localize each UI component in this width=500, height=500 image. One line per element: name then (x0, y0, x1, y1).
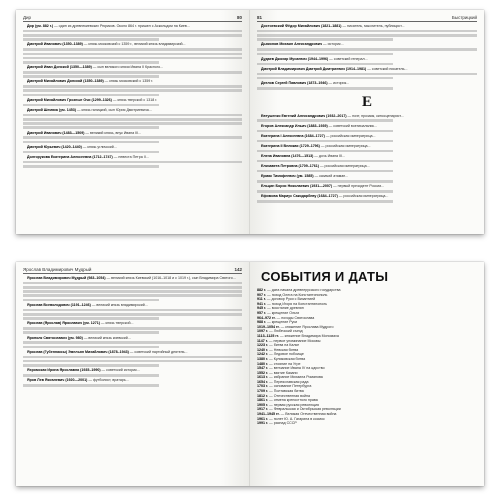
entry (257, 57, 477, 61)
page-81 (250, 10, 484, 234)
date-year: 1917 г. (257, 407, 269, 412)
text-line (23, 165, 159, 168)
entry (23, 131, 242, 135)
text-line (23, 286, 242, 289)
text-line (257, 200, 393, 203)
entry (257, 184, 477, 188)
entry (257, 134, 477, 138)
entry-text: — российская императрица... (318, 163, 370, 168)
entry-headword: Дмитрий Михайлович Донской (1350–1389) (27, 79, 104, 84)
date-year: 911 г. (257, 297, 266, 302)
date-year: 1613 г. (257, 375, 269, 380)
entry-text: — великий князь, внук Ивана III... (84, 130, 142, 135)
entry-headword: Ярослав (Губеннаксы) Эмельян Михайлович (1878–1943) (27, 349, 129, 354)
date-year: 1113–1125 гг. (257, 333, 280, 338)
text-line (257, 170, 393, 173)
entry-text: — князь тверской с 1318 г. (111, 97, 158, 102)
entry-headword: Евтушенко Евгений Александрович (1932–2017) (261, 113, 347, 118)
entry-text: — российская императрица... (337, 194, 389, 199)
date-year: 1905 г. (257, 402, 269, 407)
date-year: 1019–1054 гг. (257, 324, 280, 329)
text-line (257, 34, 477, 37)
entry-headword: Дмитрий Шемяка (ум. 1453) (27, 107, 76, 112)
entry-text: — князь угличский... (81, 144, 117, 149)
date-text: — основание Петербурга (268, 384, 312, 389)
entry-text: — историк... (327, 81, 350, 86)
text-line (23, 294, 242, 297)
entry-headword: Дудаев Джохар Мусаевич (1944–1996) (261, 56, 329, 61)
entry (257, 154, 477, 158)
entry-headword: Дмитрий Иванович (1483—1509) (27, 130, 85, 135)
date-text: — восстание древлян (266, 306, 304, 311)
text-line (257, 119, 393, 122)
text-line (23, 356, 242, 359)
text-line (23, 360, 242, 363)
text-line (23, 364, 159, 367)
text-line (23, 38, 159, 41)
entry-headword: Достоевский Фёдор Михайлович (1821–1881) (261, 24, 342, 28)
date-text: — Любечский съезд (268, 329, 303, 334)
entry (23, 303, 242, 307)
date-text: — стояние на Угре (268, 361, 301, 366)
running-head-title: Ярослав Владимирович Мудрый (23, 267, 92, 272)
entry-text: — князь тверской... (99, 321, 134, 326)
entry-text: — великий князь Киевский (1016–1018 и с 1019 г.), сын Владимира Святого... (105, 276, 236, 280)
text-line (257, 130, 393, 133)
date-year: 941 г. (257, 301, 267, 306)
date-year: 1380 г. (257, 356, 269, 361)
text-line (23, 136, 242, 139)
date-year: 1097 г. (257, 329, 269, 334)
entry (23, 276, 242, 280)
date-year: 1242 г. (257, 352, 269, 357)
text-line (23, 331, 159, 334)
date-year: 907 г. (257, 292, 267, 297)
entry-headword: Дир (ум. 882 г.) (27, 24, 54, 28)
entry-text: — советский военачальник... (327, 123, 378, 128)
text-line (23, 313, 242, 316)
date-text: — Февральская и Октябрьская революции (268, 407, 341, 412)
entry-headword: Ельцин Борис Николаевич (1931—2007) (261, 184, 333, 189)
entry-headword: Ярослав (Ярослав) Ярославич (ум. 1271) (27, 321, 100, 326)
text-line (23, 309, 242, 312)
date-list (257, 288, 477, 426)
entry-headword: Екатерина II Великая (1729–1796) (261, 143, 320, 148)
text-line (23, 346, 159, 349)
date-text: — поход Олега на Константинополь (266, 292, 328, 297)
entry (23, 378, 242, 382)
text-line (257, 77, 393, 80)
entry-headword: Ярослав Всеволодович (1191–1246) (27, 302, 91, 307)
date-entry (257, 421, 477, 426)
running-head-title: Быстрицкий (451, 15, 477, 20)
text-line (257, 190, 393, 193)
date-text: — полет Ю. А. Гагарина в космос (268, 416, 325, 421)
date-text: — битва на Калке (268, 343, 300, 348)
entry-headword: Егоров Александр Ильич (1883–1939) (261, 123, 328, 128)
entry-text: — историк... (322, 42, 344, 47)
entry-text: — дочь Ивана III... (313, 153, 346, 158)
entry-text: — один из древнекиевских Рюриков. Около 864 г. пришел с Аскольдом на Киев... (53, 24, 190, 28)
entry-headword: Ефимова Мариус Сакодарбеву (1684–1727) (261, 194, 338, 199)
entry (257, 114, 477, 118)
date-text: — взятие Казани (268, 370, 298, 375)
entry (257, 164, 477, 168)
entry-text: — казачий атаман... (313, 174, 349, 179)
date-text: — распад СССР (268, 421, 297, 426)
entry-text: — российская императрица... (319, 143, 371, 148)
text-line (23, 104, 159, 107)
page-number: 80 (236, 15, 242, 20)
entry (23, 350, 242, 354)
text-line (257, 38, 393, 41)
entry-text: — невеста Петра II... (112, 154, 149, 159)
entry (257, 24, 477, 28)
entry-text: — князь галицкий, сын Юрия Дмитриевича... (75, 107, 152, 112)
entry-text: — советский партийный деятель... (128, 349, 188, 354)
date-year: 1654 г. (257, 379, 269, 384)
text-line (23, 374, 159, 377)
date-year: 1861 г. (257, 398, 269, 403)
entry-text: — писатель, мыслитель, публицист... (341, 24, 405, 28)
text-line (257, 150, 393, 153)
date-year: 1812 г. (257, 393, 269, 398)
entry-headword: Дмитрий Михайлович Грозные Очи (1299–1326) (27, 97, 112, 102)
text-line (23, 75, 159, 78)
text-line (23, 317, 159, 320)
text-line (257, 53, 393, 56)
date-text: — венчание Ивана IV на царство (268, 366, 325, 371)
entry-list (257, 114, 477, 203)
entry (23, 155, 242, 159)
entry (23, 108, 242, 112)
date-text: — крещение Ольги (266, 310, 300, 315)
date-text: — крещение Руси (266, 320, 298, 325)
date-text: — Отечественная война (268, 393, 310, 398)
date-text: — походы Святослава (275, 315, 315, 320)
text-line (23, 299, 159, 302)
entry (23, 79, 242, 83)
date-text: — поход Игоря на Константинополь (266, 301, 328, 306)
date-year: 957 г. (257, 310, 267, 315)
text-line (23, 151, 159, 154)
entry (257, 42, 477, 46)
date-text: — первое упоминание Москвы (267, 338, 321, 343)
date-text: — княжение Ярослава Мудрого (279, 324, 334, 329)
entry-headword: Ярополк Святославич (ум. 980) (27, 335, 83, 340)
entry (23, 368, 242, 372)
text-line (23, 341, 242, 344)
entry-headword: Елена Ивановна (1476—1513) (261, 153, 314, 158)
page-number: 81 (257, 15, 263, 20)
entry (23, 321, 242, 325)
entry-headword: Дьяконов Михаил Александрович (261, 42, 323, 47)
text-line (257, 48, 477, 51)
entry-text: — князь московский с 1359 г. (103, 79, 154, 84)
entry-headword: Ермак Тимофеевич (ум. 1585) (261, 174, 314, 179)
entry-headword: Долгорукова Екатерина Алексеевна (1712–1747) (27, 154, 113, 159)
text-line (257, 160, 393, 163)
entry (257, 194, 477, 198)
date-year: 882 г. (257, 288, 267, 292)
section-title: СОБЫТИЯ И ДАТЫ (261, 269, 389, 284)
entry-headword: Екатерина I Алексеевна (1684–1727) (261, 133, 325, 138)
text-line (23, 71, 242, 74)
date-text: — договор Руси с Византией (265, 297, 316, 302)
entry-text: — советский генерал... (328, 56, 368, 61)
entry (257, 81, 477, 85)
entry-headword: Яхромская Ирина Ярославна (1935–1990) (27, 368, 101, 373)
text-line (23, 94, 159, 97)
text-line (257, 73, 477, 76)
entry (23, 65, 242, 69)
text-line (257, 30, 477, 33)
entry-headword: Дмитрий Владимирович Дмитрий Дмитриевич (1914–1981) (261, 66, 367, 71)
date-year: 1552 г. (257, 370, 269, 375)
text-line (257, 63, 393, 66)
text-line (23, 126, 159, 129)
entry-text: — князь московский с 1359 г., великий князь владимирский... (82, 42, 186, 47)
page-80 (16, 10, 250, 234)
entry-text: — первый президент России... (332, 184, 385, 189)
date-text: — Переяславская рада (268, 379, 309, 384)
date-text: — Великая Отечественная война (279, 412, 337, 417)
entry-list (257, 24, 477, 90)
date-year: 945 г. (257, 306, 267, 311)
page-142 (16, 262, 250, 486)
text-line (23, 61, 159, 64)
date-text: — Полтавская битва (268, 389, 304, 394)
date-year: 1703 г. (257, 384, 269, 389)
running-head (23, 267, 242, 274)
book-spread-bottom (16, 262, 484, 486)
text-line (23, 57, 242, 60)
text-line (23, 384, 159, 387)
entry (257, 67, 477, 71)
text-line (23, 114, 242, 117)
entry (23, 145, 242, 149)
entry (23, 336, 242, 340)
running-head-title: Дир (23, 15, 32, 20)
entry-text: — футболист, вратарь... (87, 378, 129, 383)
entry (23, 42, 242, 46)
entry (23, 98, 242, 102)
entry-text: — великий князь владимирский... (90, 302, 148, 307)
entry (257, 124, 477, 128)
entry-text: — поэт, прозаик, киносценарист... (346, 113, 404, 118)
entry-headword: Дмитрий Юрьевич (1420–1440) (27, 144, 82, 149)
entry-list (23, 276, 242, 387)
date-text: — избрание Михаила Романова (268, 375, 323, 380)
entry (257, 144, 477, 148)
text-line (23, 161, 242, 164)
text-line (23, 85, 242, 88)
entry-headword: Ярослав Владимирович Мудрый (983–1054) (27, 276, 106, 280)
date-year: 1709 г. (257, 389, 269, 394)
entry-text: — российская императрица... (324, 133, 376, 138)
text-line (23, 282, 242, 285)
entry (257, 174, 477, 178)
book-spread-top (16, 10, 484, 234)
date-year: 1991 г. (257, 421, 269, 426)
date-year: 1240 г. (257, 347, 269, 352)
entry-text: — сын великого князя Ивана II Красного... (91, 65, 164, 70)
date-year: 1961 г. (257, 416, 269, 421)
entry-text: — советский писатель... (366, 66, 408, 71)
entry-list (23, 24, 242, 168)
text-line (23, 327, 242, 330)
text-line (23, 89, 242, 92)
date-text: — первая русская революция (268, 402, 319, 407)
section-letter: Е (361, 93, 372, 110)
text-line (23, 122, 242, 125)
date-text: — княжение Владимира Мономаха (279, 333, 339, 338)
date-year: 1147 г. (257, 338, 268, 343)
date-year: 1547 г. (257, 366, 269, 371)
text-line (23, 53, 242, 56)
entry-headword: Дмитрий Иванович (1350–1389) (27, 42, 83, 47)
entry-headword: Дмитрий Иван Донской (1350—1389) (27, 65, 92, 70)
text-line (23, 34, 242, 37)
date-text: — дата начала древнерусского государства (266, 288, 341, 292)
date-text: — Куликовская битва (268, 356, 306, 361)
date-year: 988 г. (257, 320, 267, 325)
date-year: 1223 г. (257, 343, 269, 348)
date-year: 964–972 гг. (257, 315, 276, 320)
entry-headword: Дятлов Сергей Павлович (1873–1946) (261, 81, 328, 86)
date-text: — Ледовое побоище (268, 352, 304, 357)
entry (23, 24, 242, 28)
date-text: — отмена крепостного права (268, 398, 318, 403)
entry-headword: Елизавета Петровна (1709–1761) (261, 163, 319, 168)
text-line (23, 48, 242, 51)
text-line (257, 180, 393, 183)
running-head (257, 15, 477, 22)
date-year: 1480 г. (257, 361, 269, 366)
text-line (23, 290, 242, 293)
text-line (257, 87, 393, 90)
text-line (23, 141, 159, 144)
entry-text: — великий князь киевский... (82, 335, 131, 340)
page-events (250, 262, 484, 486)
entry-text: — советский историк... (100, 368, 140, 373)
text-line (23, 30, 242, 33)
date-year: 1941–1945 гг. (257, 412, 280, 417)
page-number: 142 (234, 267, 242, 272)
text-line (257, 140, 393, 143)
date-text: — Невская битва (268, 347, 299, 352)
text-line (23, 118, 242, 121)
running-head (23, 15, 242, 22)
entry-headword: Яров Лев Яковлевич (1920—2001) (27, 378, 88, 383)
